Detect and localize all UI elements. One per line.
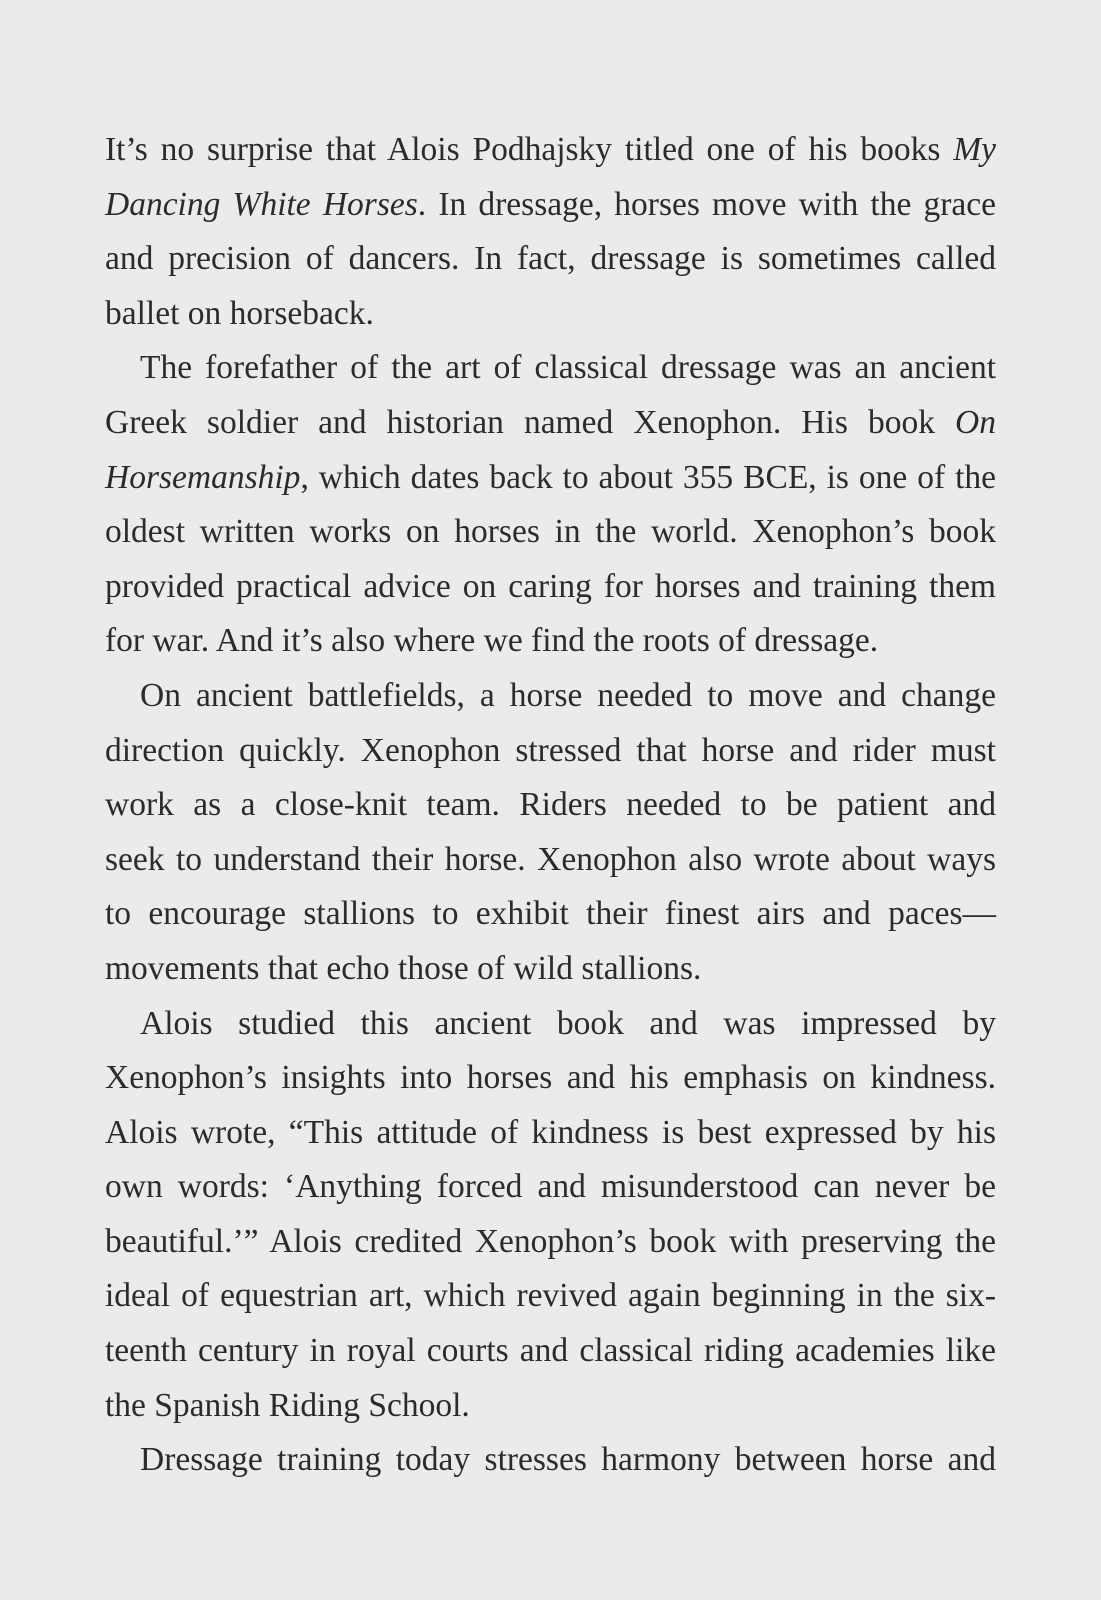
text-line: movements that echo those of wild stallions. <box>105 949 702 987</box>
paragraph-2 <box>105 341 996 669</box>
text-line: direction quickly. Xenophon stressed that horse and rider must <box>105 731 996 769</box>
text-line: Greek soldier and historian named Xenophon. His book On <box>105 403 996 441</box>
text-line: own words: ‘Anything forced and misunderstood can never be <box>105 1168 996 1206</box>
text-line: On ancient battlefields, a horse needed to move and change <box>140 676 996 714</box>
text-line: and precision of dancers. In fact, dressage is sometimes called <box>105 240 996 278</box>
text-line: Dancing White Horses. In dressage, horses move with the grace <box>105 185 996 223</box>
text-line: oldest written works on horses in the world. Xenophon’s book <box>105 513 996 551</box>
book-title-italic: On <box>955 403 996 441</box>
paragraph-4 <box>105 997 996 1434</box>
text-line: It’s no surprise that Alois Podhajsky titled one of his books My <box>105 131 996 168</box>
text-line: Xenophon’s insights into horses and his emphasis on kindness. <box>105 1059 996 1097</box>
text-line: ballet on horseback. <box>105 294 374 332</box>
paragraph-3 <box>105 669 996 997</box>
text-line: ideal of equestrian art, which revived again beginning in the six- <box>105 1277 996 1315</box>
text-line: Alois wrote, “This attitude of kindness is best expressed by his <box>105 1113 996 1151</box>
text-line: for war. And it’s also where we find the roots of dressage. <box>105 622 879 660</box>
text-line: beautiful.’” Alois credited Xenophon’s book with preserving the <box>105 1222 996 1260</box>
text-line: the Spanish Riding School. <box>105 1386 470 1424</box>
text-line: work as a close-knit team. Riders needed to be patient and <box>105 786 996 824</box>
text-line: Alois studied this ancient book and was impressed by <box>140 1004 996 1042</box>
text-line: teenth century in royal courts and classical riding academies like <box>105 1332 996 1370</box>
book-title-italic: My <box>953 131 996 168</box>
paragraph-1 <box>105 123 996 341</box>
text-line: to encourage stallions to exhibit their finest airs and paces— <box>105 895 996 933</box>
text-line: seek to understand their horse. Xenophon also wrote about ways <box>105 840 996 878</box>
book-title-italic: Horsemanship <box>105 458 301 496</box>
text-line: provided practical advice on caring for horses and training them <box>105 567 996 605</box>
paragraph-5 <box>105 1433 996 1488</box>
text-line: Dressage training today stresses harmony between horse and <box>140 1441 996 1479</box>
text-line: The forefather of the art of classical dressage was an ancient <box>140 349 996 387</box>
book-title-italic: Dancing White Horses <box>105 185 418 223</box>
text-line: Horsemanship, which dates back to about 355 BCE, is one of the <box>105 458 996 496</box>
body-text <box>105 123 996 1488</box>
